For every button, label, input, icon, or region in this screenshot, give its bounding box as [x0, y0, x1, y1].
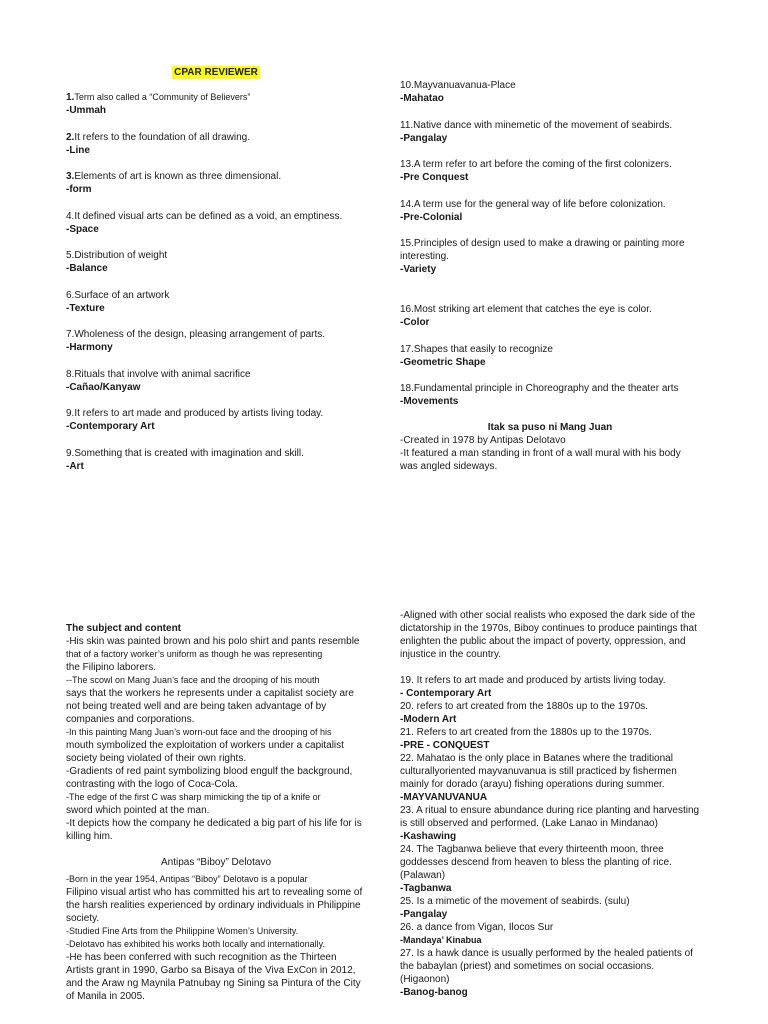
list-item	[400, 674, 700, 700]
title-wrap	[66, 66, 366, 79]
artist-para: -Studied Fine Arts from the Philippine Women’s University.	[66, 926, 299, 936]
artist-intro: -Aligned with other social realists who exposed the dark side of the dictatorship in the 1970s, Biboy continues to produce paintings that enlighten the public about the impact of poverty, oppression, and injustice in the country.	[400, 610, 697, 660]
answer: -Pangalay	[400, 132, 448, 144]
list-item	[400, 752, 700, 804]
artist-para: -Delotavo has exhibited his works both locally and internationally.	[66, 939, 325, 949]
answer: -Ummah	[66, 105, 107, 116]
list-item	[400, 804, 700, 843]
artist-para: Filipino visual artist who has committed his art to revealing some of the harsh realities experienced by ordinary individuals in Philippine society.	[66, 887, 363, 924]
answer: -Movements	[400, 396, 459, 407]
answer: -Mandaya’ Kinabua	[400, 935, 482, 945]
answer: - Contemporary Art	[400, 688, 492, 699]
subject-para: -It depicts how the company he dedicated a big part of his life for is killing him.	[66, 818, 362, 842]
answer: -Balance	[66, 263, 108, 274]
subject-para: -The edge of the first C was sharp mimicking the tip of a knife or	[66, 792, 321, 802]
subject-para: -His skin was painted brown and his polo shirt and pants resemble	[66, 636, 360, 647]
qa-item-11	[400, 119, 700, 145]
qa-item-1	[66, 91, 366, 117]
subject-para: --The scowl on Mang Juan’s face and the drooping of his mouth	[66, 675, 320, 685]
list-item	[400, 726, 700, 752]
question	[66, 131, 366, 144]
qa-item-13	[400, 158, 700, 184]
document-title: CPAR REVIEWER	[174, 67, 258, 78]
list-item	[400, 947, 700, 999]
answer: -Cañao/Kanyaw	[66, 381, 141, 393]
answer: -Line	[66, 144, 90, 156]
qa-item-10r	[400, 79, 700, 105]
question-text: 4.It defined visual arts can be defined as a void, an emptiness.	[66, 210, 343, 222]
question-text: Elements of art is known as three dimensional.	[74, 171, 282, 182]
question-text: 19. It refers to art made and produced by artists living today.	[400, 675, 666, 686]
answer: -PRE - CONQUEST	[400, 740, 490, 751]
qa-item-16	[400, 303, 700, 329]
artist-para: -He has been conferred with such recognition as the Thirteen Artists grant in 1990, Garbo sa Bisaya of the Viva ExCon in 2012, and the Araw ng Maynila Patnubay ng Sining sa Pintura of the City of Manila in 2005.	[66, 952, 361, 1002]
painting-line: -Created in 1978 by Antipas Delotavo	[400, 435, 566, 446]
list-item	[400, 700, 700, 726]
answer: -Geometric Shape	[400, 356, 486, 368]
qa-item-6	[66, 289, 366, 315]
qa-item-18	[400, 382, 700, 408]
qa-item-9	[66, 407, 366, 433]
answer: -Mahatao	[400, 93, 444, 104]
answer: -Pre-Colonial	[400, 211, 463, 223]
subject-para: -In this painting Mang Juan’s worn-out face and the drooping of his	[66, 727, 332, 737]
qa-item-5	[66, 249, 366, 275]
answer: -MAYVANUVANUA	[400, 792, 488, 803]
subject-para: sword which pointed at the man.	[66, 805, 210, 816]
answer: -Pangalay	[400, 909, 448, 920]
question-text: 9.It refers to art made and produced by artists living today.	[66, 408, 324, 419]
question-text: 5.Distribution of weight	[66, 250, 168, 261]
answer: -form	[66, 184, 92, 195]
question-text: 25. Is a mimetic of the movement of seabirds. (sulu)	[400, 896, 630, 907]
artist-para: -Born in the year 1954, Antipas “Biboy” Delotavo is a popular	[66, 874, 308, 884]
subject-para: the Filipino laborers.	[66, 662, 157, 673]
question-text: It refers to the foundation of all drawing.	[74, 131, 251, 143]
answer: -Texture	[66, 302, 105, 314]
subject-para: -Gradients of red paint symbolizing blood engulf the background, contrasting with the logo of Coca-Cola.	[66, 766, 353, 790]
qa-item-3	[66, 170, 366, 196]
question-text: Term also called a “Community of Believers”	[74, 92, 251, 102]
question-text: 27. Is a hawk dance is usually performed by the healed patients of the babaylan (priest) and sometimes on social occasions. (Higaonon)	[400, 948, 693, 985]
question-text: 10.Mayvanuavanua-Place	[400, 80, 516, 91]
painting-line: -It featured a man standing in front of a wall mural with his body was angled sideways.	[400, 448, 681, 472]
qa-item-10	[66, 447, 366, 473]
answer: -Color	[400, 317, 430, 328]
question-text: 26. a dance from Vigan, Ilocos Sur	[400, 922, 554, 933]
painting-title: Itak sa puso ni Mang Juan	[487, 422, 613, 433]
left-top-column	[66, 66, 366, 473]
answer: -Space	[66, 223, 99, 235]
question-text: 18.Fundamental principle in Choreography and the theater arts	[400, 383, 679, 394]
left-bottom-column	[66, 622, 366, 1003]
question	[66, 170, 366, 183]
answer: -Art	[66, 460, 84, 472]
answer: -Tagbanwa	[400, 883, 452, 894]
question-text: 13.A term refer to art before the coming of the first colonizers.	[400, 159, 672, 170]
right-bottom-column	[400, 609, 700, 999]
qa-item-15	[400, 237, 700, 276]
qa-item-7	[66, 328, 366, 354]
question-text: 21. Refers to art created from the 1880s up to the 1970s.	[400, 727, 652, 738]
question-text: 11.Native dance with minemetic of the movement of seabirds.	[400, 119, 673, 131]
question	[66, 91, 366, 104]
question-text: 23. A ritual to ensure abundance during rice planting and harvesting is still observed and performed. (Lake Lanao in Mindanao)	[400, 805, 700, 829]
list-item	[400, 895, 700, 921]
subject-heading: The subject and content	[66, 623, 182, 634]
question-text: 15.Principles of design used to make a drawing or painting more interesting.	[400, 238, 685, 262]
question-number: 1.	[66, 92, 75, 103]
qa-item-8	[66, 368, 366, 394]
question-text: 17.Shapes that easily to recognize	[400, 343, 553, 355]
question-text: 16.Most striking art element that catches the eye is color.	[400, 304, 652, 315]
qa-item-2	[66, 131, 366, 157]
answer: -Variety	[400, 264, 437, 275]
qa-item-4	[66, 210, 366, 236]
question-text: 20. refers to art created from the 1880s up to the 1970s.	[400, 701, 648, 712]
question-text: 8.Rituals that involve with animal sacrifice	[66, 368, 251, 380]
subject-para: says that the workers he represents under a capitalist society are not being treated well and are being taken advantage of by companies and corporations.	[66, 688, 354, 725]
question-text: 7.Wholeness of the design, pleasing arrangement of parts.	[66, 329, 326, 340]
question-text: 22. Mahatao is the only place in Batanes where the traditional culturallyoriented mayvanuvanua is still practiced by fishermen mainly for dorado (arayu) fishing operations during summer.	[400, 753, 677, 790]
question-number: 2.	[66, 131, 75, 143]
items-list	[400, 674, 700, 999]
answer: -Kashawing	[400, 831, 457, 842]
qa-item-14	[400, 198, 700, 224]
question-text: 6.Surface of an artwork	[66, 289, 170, 301]
qa-item-17	[400, 343, 700, 369]
answer: -Contemporary Art	[66, 421, 155, 432]
list-item	[400, 921, 700, 947]
right-top-column	[400, 79, 700, 473]
question-text: 9.Something that is created with imagination and skill.	[66, 447, 304, 459]
list-item	[400, 843, 700, 895]
subject-para: mouth symbolized the exploitation of workers under a capitalist society being violated of their own rights.	[66, 740, 344, 764]
artist-heading: Antipas “Biboy” Delotavo	[160, 857, 272, 868]
answer: -Harmony	[66, 342, 113, 353]
question-number: 3.	[66, 171, 75, 182]
answer: -Modern Art	[400, 714, 457, 725]
answer: -Pre Conquest	[400, 172, 469, 183]
question-text: 14.A term use for the general way of life before colonization.	[400, 198, 666, 210]
answer: -Banog-banog	[400, 987, 468, 998]
subject-para: that of a factory worker’s uniform as though he was representing	[66, 649, 323, 659]
question-text: 24. The Tagbanwa believe that every thirteenth moon, three goddesses descend from heaven to bless the planting of rice. (Palawan)	[400, 844, 672, 881]
